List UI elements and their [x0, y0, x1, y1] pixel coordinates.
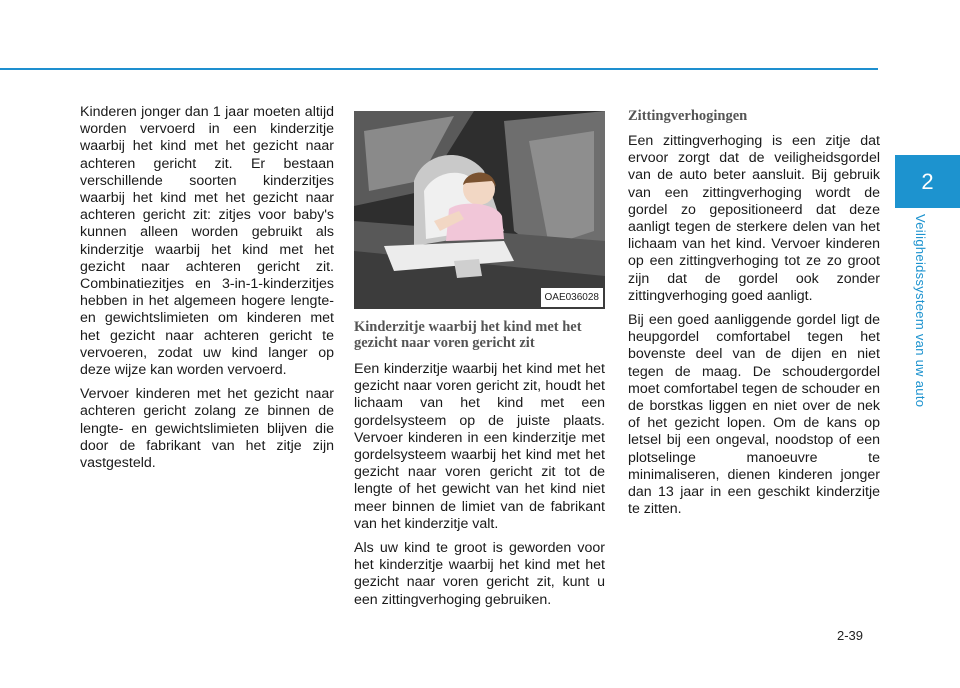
- paragraph: Vervoer kinderen met het gezicht naar achteren gericht zolang ze binnen de lengte- en gewichtslimieten blijven die door de fabrikant van het zitje zijn vastgesteld.: [80, 386, 334, 472]
- paragraph: Kinderen jonger dan 1 jaar moeten altijd worden vervoerd in een kinderzitje waarbij het kind met het gezicht naar achteren gericht zit. Er bestaan verschillende soorten kinderzitjes waarbij het kind met het gezicht naar achteren gericht zit: zitjes voor baby's kunnen alleen worden gebruikt als kinderzitje waarbij het kind met het gezicht naar achteren gericht zit. Combinatiezitjes en 3-in-1-kinderzitjes hebben in het algemeen hogere lengte- en gewichtslimieten om kinderen met het gezicht naar achteren gericht te vervoeren, zodat uw kind langer op deze wijze kan worden vervoerd.: [80, 104, 334, 379]
- column-3: [628, 108, 880, 525]
- header-rule: [0, 68, 878, 70]
- paragraph: Als uw kind te groot is geworden voor het kinderzitje waarbij het kind met het gezicht naar voren gericht zit, kunt u een zittingverhoging gebruiken.: [354, 540, 605, 608]
- chapter-tab: [895, 155, 960, 208]
- paragraph: Een kinderzitje waarbij het kind met het gezicht naar voren gericht zit, houdt het lichaam van het kind met een gordelsysteem op de juiste plaats. Vervoer kinderen in een kinderzitje met gordelsysteem waarbij het kind met het gezicht naar voren gericht zit tot de lengte of het gewicht van het kind niet meer binnen de limiet van de fabrikant van het kinderzitje valt.: [354, 361, 605, 532]
- forward-facing-seat-illustration: [354, 111, 605, 309]
- figure-code: OAE036028: [541, 288, 604, 307]
- chapter-title: Veiligheidssysteem van uw auto: [913, 214, 928, 408]
- page-number: 2-39: [837, 628, 864, 643]
- chapter-number: 2: [921, 168, 934, 194]
- car-interior-illustration: [354, 111, 605, 309]
- paragraph: Een zittingverhoging is een zitje dat ervoor zorgt dat de veiligheidsgordel van de auto beter aansluit. Bij gebruik van een zittingverhoging wordt de gordel zo gepositioneerd dat deze aanligt tegen de sterkere delen van het lichaam van het kind. Vervoer kinderen op een zittingverhoging tot ze zo groot zijn dat de gordel ook zonder zittingverhoging goed aanligt.: [628, 133, 880, 304]
- section-heading-booster-seats: Zittingverhogingen: [628, 108, 748, 124]
- section-heading-forward-facing: Kinderzitje waarbij het kind met het gezicht naar voren gericht zit: [354, 319, 582, 351]
- column-1: [80, 104, 334, 479]
- paragraph: Bij een goed aanliggende gordel ligt de heupgordel comfortabel tegen het bovenste deel van de dijen en niet tegen de maag. De schoudergordel moet comfortabel tegen de schouder en de borstkas liggen en niet over de nek of het gezicht lopen. Om de kans op letsel bij een ongeval, noodstop of een plotselinge manoeuvre te minimaliseren, dienen kinderen jonger dan 13 jaar in een geschikt kinderzitje te zitten.: [628, 312, 880, 518]
- column-2: [354, 104, 605, 616]
